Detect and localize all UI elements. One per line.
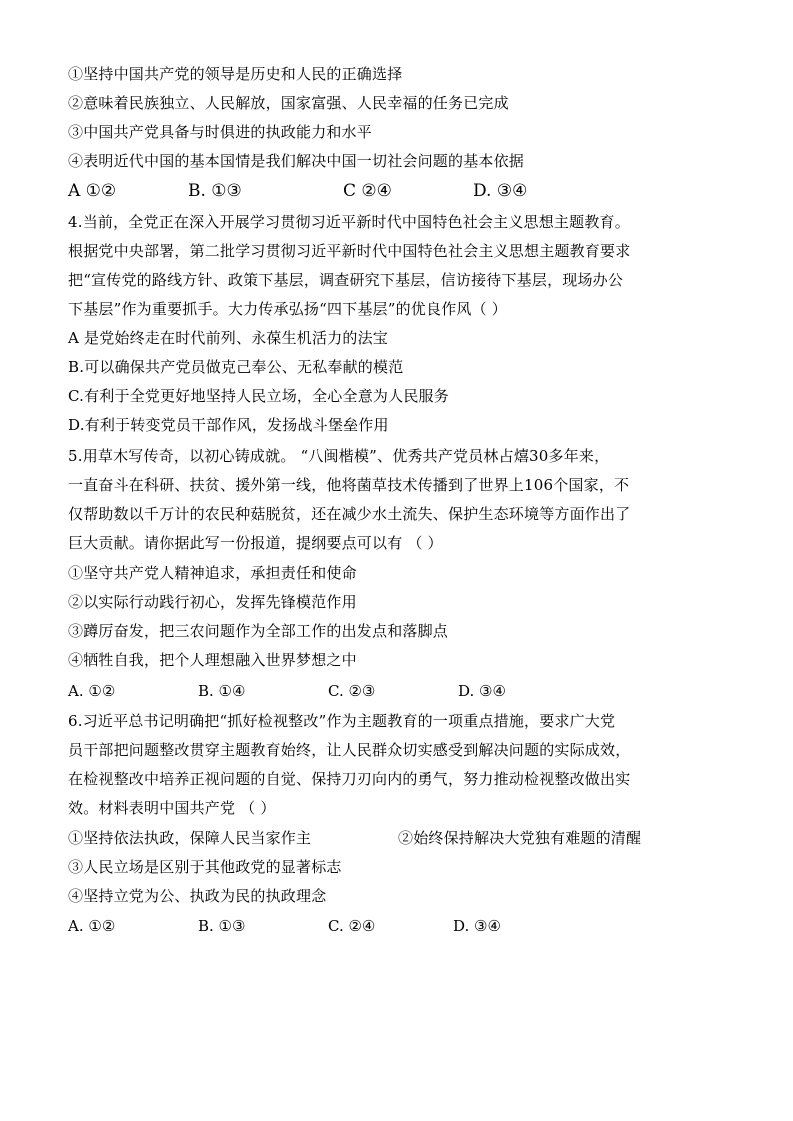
q4-stem-line-3: 把“宣传党的路线方针、政策下基层，调查研究下基层，信访接待下基层，现场办公: [68, 271, 624, 289]
q6-choice-c: C. ②④: [328, 917, 376, 935]
q3-choice-d: D. ③④: [473, 181, 528, 201]
q5-choice-a: A. ①②: [68, 682, 116, 700]
q5-stem-line-4: 巨大贡献。请你据此写一份报道，提纲要点可以有 （ ）: [68, 534, 443, 552]
q3-statement-1: ①坚持中国共产党的领导是历史和人民的正确选择: [68, 65, 403, 83]
q6-choice-d: D. ③④: [453, 917, 501, 935]
q5-statement-2: ②以实际行动践行初心，发挥先锋模范作用: [68, 593, 357, 611]
q6-statement-3: ③人民立场是区别于其他政党的显著标志: [68, 858, 342, 876]
q5-statement-1: ①坚守共产党人精神追求，承担责任和使命: [68, 564, 357, 582]
q6-stem-line-4: 效。材料表明中国共产党 （ ）: [68, 799, 276, 817]
q5-stem-line-1: 5.用草木写传奇，以初心铸成就。 “八闽楷模”、优秀共产党员林占熺30多年来，: [68, 447, 610, 465]
q3-choice-b: B. ①③: [188, 181, 242, 201]
q5-stem-line-2: 一直奋斗在科研、扶贫、援外第一线，他将菌草技术传播到了世界上106个国家，不: [68, 476, 630, 494]
q5-statement-4: ④牺牲自我，把个人理想融入世界梦想之中: [68, 651, 357, 669]
q6-statement-2: ②始终保持解决大党独有难题的清醒: [398, 829, 642, 847]
q6-choice-a: A. ①②: [68, 917, 116, 935]
q4-stem-line-1: 4.当前，全党正在深入开展学习贯彻习近平新时代中国特色社会主义思想主题教育。: [68, 213, 630, 231]
q6-stem-line-2: 员干部把问题整改贯穿主题教育始终，让人民群众切实感受到解决问题的实际成效，: [68, 741, 631, 759]
q5-choice-c: C. ②③: [328, 682, 376, 700]
q5-statement-3: ③蹲厉奋发，把三农问题作为全部工作的出发点和落脚点: [68, 622, 449, 640]
q4-option-b: B.可以确保共产党员做克己奉公、无私奉献的模范: [68, 358, 404, 376]
q4-stem-line-2: 根据党中央部署，第二批学习贯彻习近平新时代中国特色社会主义思想主题教育要求: [68, 242, 631, 260]
q6-statement-4: ④坚持立党为公、执政为民的执政理念: [68, 887, 327, 905]
q3-choice-c: C ②④: [343, 181, 392, 201]
q5-choice-d: D. ③④: [458, 682, 506, 700]
q6-statement-1: ①坚持依法执政，保障人民当家作主: [68, 829, 312, 847]
q6-statement-row-1: [68, 828, 728, 848]
q6-stem-line-3: 在检视整改中培养正视问题的自觉、保持刀刃向内的勇气，努力推动检视整改做出实: [68, 770, 631, 788]
q4-option-a: A 是党始终走在时代前列、永葆生机活力的法宝: [68, 329, 389, 347]
q6-choice-b: B. ①③: [198, 917, 246, 935]
q4-option-d: D.有利于转变党员干部作风，发扬战斗堡垒作用: [68, 416, 389, 434]
q5-stem-line-3: 仅帮助数以千万计的农民种菇脱贫，还在减少水土流失、保护生态环境等方面作出了: [68, 505, 631, 523]
q3-statement-4: ④表明近代中国的基本国情是我们解决中国一切社会问题的基本依据: [68, 152, 525, 170]
q4-stem-line-4: 下基层”作为重要抓手。大力传承弘扬“四下基层”的优良作风（ ）: [68, 300, 507, 318]
q3-statement-3: ③中国共产党具备与时俱进的执政能力和水平: [68, 123, 373, 141]
q3-choice-a: A ①②: [68, 181, 117, 201]
q5-choice-b: B. ①④: [198, 682, 246, 700]
q6-stem-line-1: 6.习近平总书记明确把“抓好检视整改”作为主题教育的一项重点措施，要求广大党: [68, 712, 616, 730]
q4-option-c: C.有利于全党更好地坚持人民立场，全心全意为人民服务: [68, 387, 449, 405]
q3-statement-2: ②意味着民族独立、人民解放，国家富强、人民幸福的任务已完成: [68, 94, 509, 112]
